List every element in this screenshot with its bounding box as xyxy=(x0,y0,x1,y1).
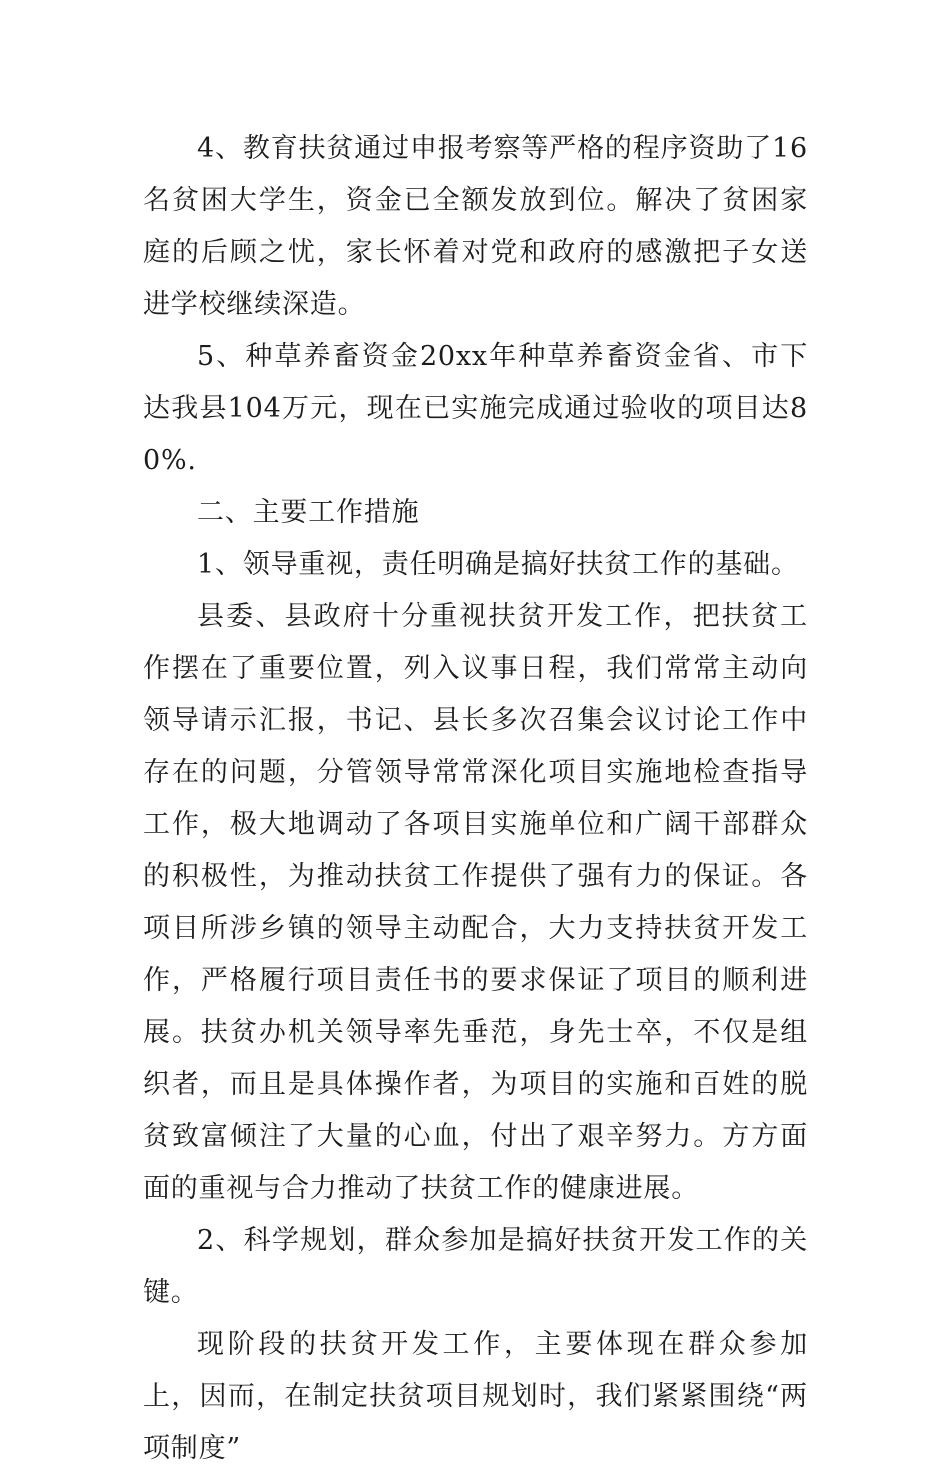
paragraph-education-aid: 4、教育扶贫通过申报考察等严格的程序资助了16名贫困大学生，资金已全额发放到位。解决了贫困家庭的后顾之忧，家长怀着对党和政府的感激把子女送进学校继续深造。 xyxy=(143,133,808,320)
subheading-scientific-planning: 2、科学规划，群众参加是搞好扶贫开发工作的关键。 xyxy=(143,1225,808,1308)
document-body xyxy=(143,123,808,1475)
paragraph-leadership-detail: 县委、县政府十分重视扶贫开发工作，把扶贫工作摆在了重要位置，列入议事日程，我们常常主动向领导请示汇报，书记、县长多次召集会议讨论工作中存在的问题，分管领导常常深化项目实施地检查指导工作，极大地调动了各项目实施单位和广阔干部群众的积极性，为推动扶贫工作提供了强有力的保证。各项目所涉乡镇的领导主动配合，大力支持扶贫开发工作，严格履行项目责任书的要求保证了项目的顺利进展。扶贫办机关领导率先垂范，身先士卒，不仅是组织者，而且是具体操作者，为项目的实施和百姓的脱贫致富倾注了大量的心血，付出了艰辛努力。方方面面的重视与合力推动了扶贫工作的健康进展。 xyxy=(143,601,808,1204)
section-heading-main-measures: 二、主要工作措施 xyxy=(197,497,420,528)
subheading-leadership: 1、领导重视，责任明确是搞好扶贫工作的基础。 xyxy=(197,549,799,580)
paragraph-grass-livestock-fund: 5、种草养畜资金20xx年种草养畜资金省、市下达我县104万元，现在已实施完成通过验收的项目达80%. xyxy=(143,341,808,476)
paragraph-planning-detail: 现阶段的扶贫开发工作，主要体现在群众参加上，因而，在制定扶贫项目规划时，我们紧紧围绕“两项制度” xyxy=(143,1329,808,1464)
